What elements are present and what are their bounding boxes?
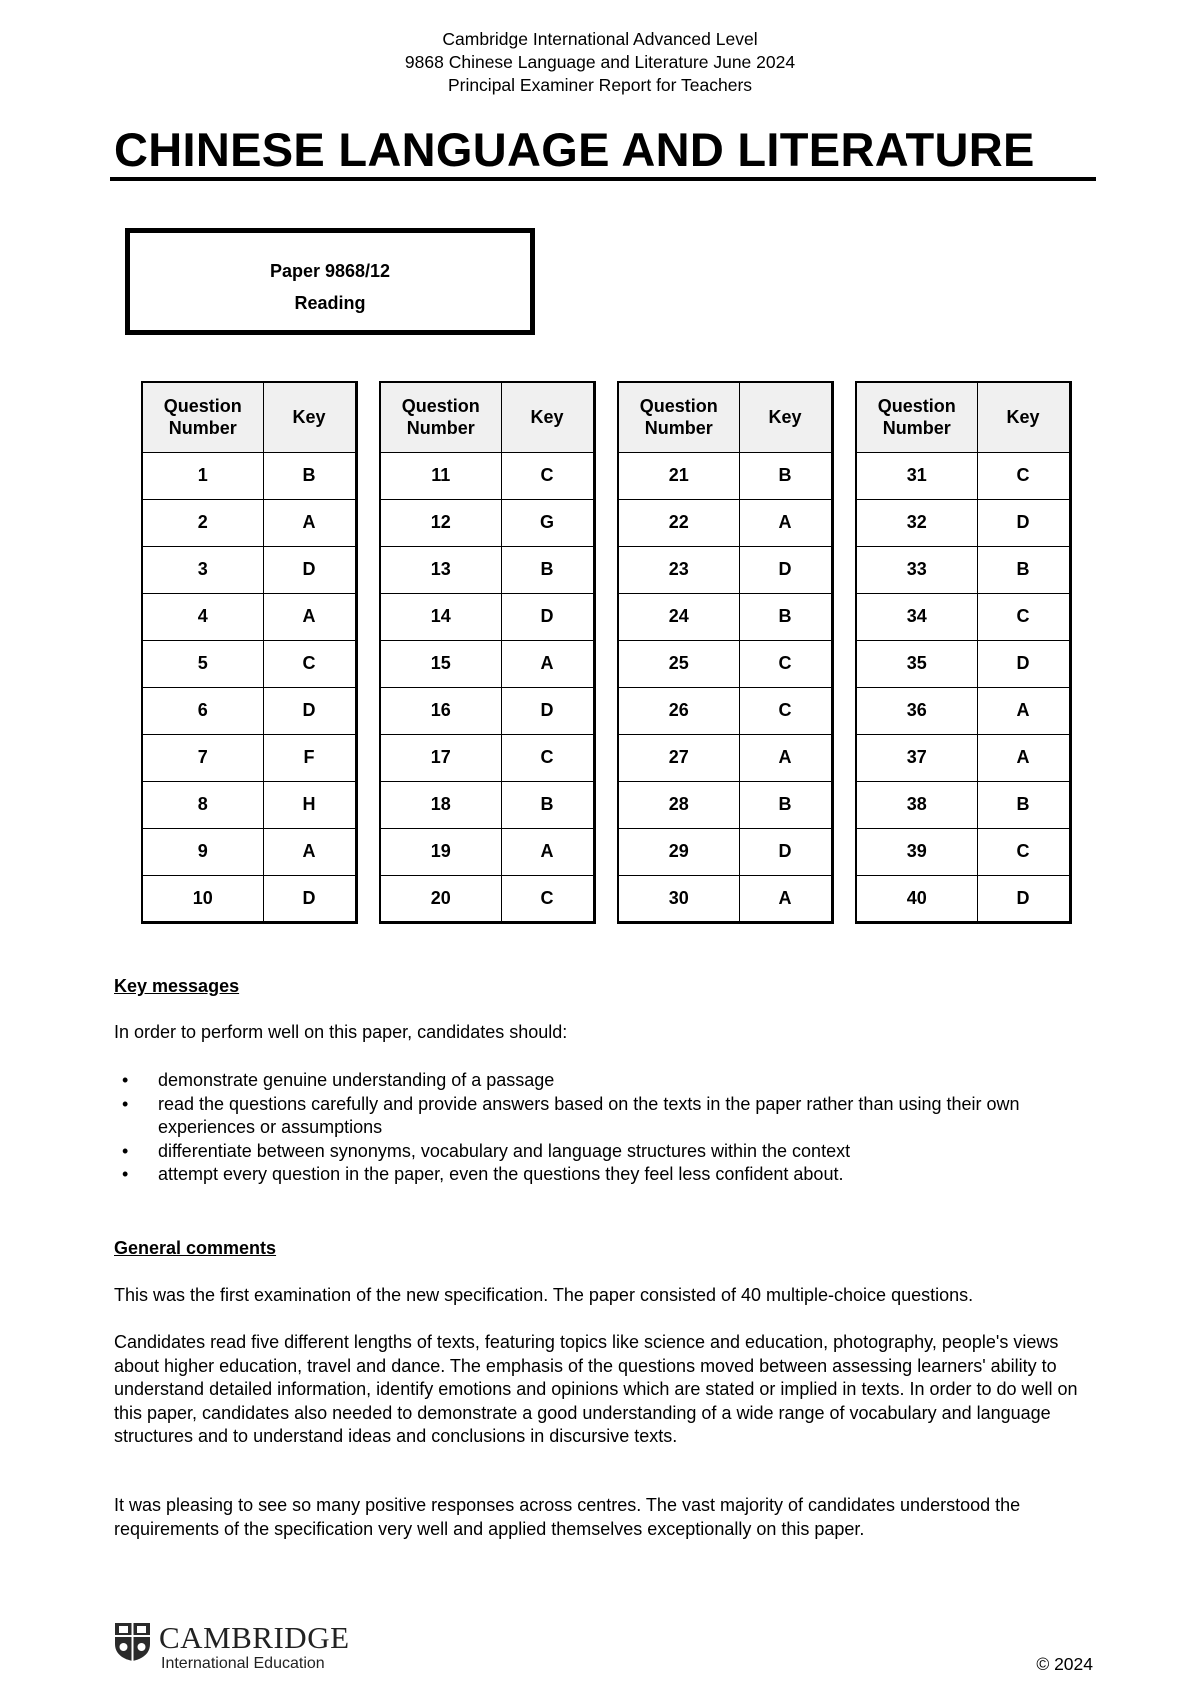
- question-number-cell: 30: [618, 875, 739, 922]
- table-row: [380, 687, 594, 734]
- list-item: • differentiate between synonyms, vocabulary and language structures within the context: [114, 1140, 1094, 1164]
- table-row: [856, 828, 1070, 875]
- table-row: [380, 734, 594, 781]
- table-row: [856, 687, 1070, 734]
- paper-component: Reading: [294, 293, 366, 313]
- answer-key-cell: A: [501, 640, 594, 687]
- table-row: [142, 499, 356, 546]
- table-row: [856, 499, 1070, 546]
- column-header-question-number: Question Number: [380, 382, 501, 452]
- table-row: [856, 546, 1070, 593]
- answer-key-cell: D: [501, 687, 594, 734]
- question-number-cell: 25: [618, 640, 739, 687]
- paper-number: Paper 9868/12: [269, 261, 391, 281]
- question-number-cell: 38: [856, 781, 977, 828]
- question-number-cell: 17: [380, 734, 501, 781]
- answer-key-cell: C: [977, 828, 1070, 875]
- question-number-cell: 28: [618, 781, 739, 828]
- answer-key-cell: A: [739, 875, 832, 922]
- logo-subtitle: International Education: [161, 1655, 325, 1672]
- table-row: [618, 828, 832, 875]
- header-line-syllabus: 9868 Chinese Language and Literature June 2024: [404, 52, 796, 72]
- shield-icon: [114, 1622, 151, 1662]
- table-header-row: [142, 382, 356, 452]
- answer-key-cell: C: [501, 452, 594, 499]
- table-header-row: [856, 382, 1070, 452]
- table-row: [380, 546, 594, 593]
- table-row: [618, 875, 832, 922]
- answer-key-cell: D: [739, 828, 832, 875]
- table-row: [142, 687, 356, 734]
- table-row: [618, 687, 832, 734]
- general-comments-heading: General comments: [114, 1238, 277, 1258]
- key-messages-list: [114, 1069, 1094, 1187]
- answer-key-cell: B: [977, 546, 1070, 593]
- table-row: [142, 640, 356, 687]
- table-row: [380, 499, 594, 546]
- question-number-cell: 10: [142, 875, 263, 922]
- question-number-cell: 27: [618, 734, 739, 781]
- table-row: [142, 875, 356, 922]
- list-item: • read the questions carefully and provide answers based on the texts in the paper rather than using their own experiences or assumptions: [114, 1093, 1094, 1140]
- table-row: [856, 452, 1070, 499]
- question-number-cell: 32: [856, 499, 977, 546]
- header-line-report: Principal Examiner Report for Teachers: [447, 75, 753, 95]
- page-header: [0, 28, 1200, 97]
- table-row: [142, 734, 356, 781]
- table-header-row: [380, 382, 594, 452]
- answer-key-cell: B: [263, 452, 356, 499]
- question-number-cell: 7: [142, 734, 263, 781]
- table-row: [856, 734, 1070, 781]
- table-row: [856, 640, 1070, 687]
- question-number-cell: 2: [142, 499, 263, 546]
- question-number-cell: 20: [380, 875, 501, 922]
- question-number-cell: 40: [856, 875, 977, 922]
- question-number-cell: 1: [142, 452, 263, 499]
- column-header-question-number: Question Number: [142, 382, 263, 452]
- answer-key-cell: B: [501, 546, 594, 593]
- table-row: [380, 781, 594, 828]
- table-row: [618, 593, 832, 640]
- answer-key-table: [141, 381, 358, 924]
- answer-key-cell: B: [501, 781, 594, 828]
- question-number-cell: 24: [618, 593, 739, 640]
- question-number-cell: 12: [380, 499, 501, 546]
- answer-key-cell: C: [501, 734, 594, 781]
- question-number-cell: 6: [142, 687, 263, 734]
- copyright-notice: © 2024: [1036, 1654, 1093, 1674]
- question-number-cell: 39: [856, 828, 977, 875]
- question-number-cell: 23: [618, 546, 739, 593]
- table-row: [618, 781, 832, 828]
- logo-wordmark: CAMBRIDGE: [159, 1620, 350, 1655]
- answer-key-cell: C: [501, 875, 594, 922]
- title-divider: [110, 177, 1096, 181]
- question-number-cell: 31: [856, 452, 977, 499]
- table-row: [618, 452, 832, 499]
- key-messages-heading: Key messages: [114, 976, 240, 996]
- column-header-key: Key: [977, 382, 1070, 452]
- question-number-cell: 14: [380, 593, 501, 640]
- question-number-cell: 34: [856, 593, 977, 640]
- question-number-cell: 5: [142, 640, 263, 687]
- question-number-cell: 16: [380, 687, 501, 734]
- answer-key-cell: D: [977, 875, 1070, 922]
- answer-key-cell: D: [263, 687, 356, 734]
- header-line-qualification: Cambridge International Advanced Level: [442, 29, 758, 49]
- table-row: [618, 499, 832, 546]
- list-item: • demonstrate genuine understanding of a passage: [114, 1069, 1094, 1093]
- cambridge-logo: [114, 1622, 374, 1674]
- answer-key-cell: B: [739, 452, 832, 499]
- answer-key-cell: C: [977, 593, 1070, 640]
- answer-key-cell: D: [977, 640, 1070, 687]
- table-row: [380, 593, 594, 640]
- question-number-cell: 8: [142, 781, 263, 828]
- question-number-cell: 21: [618, 452, 739, 499]
- question-number-cell: 26: [618, 687, 739, 734]
- answer-key-cell: D: [501, 593, 594, 640]
- table-row: [142, 828, 356, 875]
- table-row: [618, 640, 832, 687]
- table-row: [380, 828, 594, 875]
- table-row: [380, 640, 594, 687]
- answer-key-cell: D: [977, 499, 1070, 546]
- table-row: [856, 593, 1070, 640]
- table-row: [142, 781, 356, 828]
- table-header-row: [618, 382, 832, 452]
- question-number-cell: 33: [856, 546, 977, 593]
- answer-key-cell: D: [739, 546, 832, 593]
- table-row: [380, 452, 594, 499]
- question-number-cell: 18: [380, 781, 501, 828]
- table-row: [142, 593, 356, 640]
- column-header-question-number: Question Number: [618, 382, 739, 452]
- answer-key-cell: D: [263, 546, 356, 593]
- general-comments-paragraph-3: It was pleasing to see so many positive responses across centres. The vast majority of candidates understood the requirements of the specification very well and applied themselves exceptionally on this paper.: [114, 1495, 1021, 1539]
- column-header-key: Key: [739, 382, 832, 452]
- table-row: [856, 781, 1070, 828]
- answer-key-cell: B: [739, 593, 832, 640]
- answer-key-cell: A: [263, 593, 356, 640]
- answer-key-cell: F: [263, 734, 356, 781]
- table-row: [142, 546, 356, 593]
- question-number-cell: 11: [380, 452, 501, 499]
- question-number-cell: 15: [380, 640, 501, 687]
- question-number-cell: 3: [142, 546, 263, 593]
- answer-key-cell: C: [977, 452, 1070, 499]
- answer-key-cell: G: [501, 499, 594, 546]
- answer-key-cell: B: [739, 781, 832, 828]
- list-item: • attempt every question in the paper, even the questions they feel less confident about.: [114, 1163, 1094, 1187]
- table-row: [142, 452, 356, 499]
- paper-info-box: [125, 228, 535, 335]
- answer-key-table: [617, 381, 834, 924]
- table-row: [856, 875, 1070, 922]
- answer-key-cell: C: [739, 640, 832, 687]
- question-number-cell: 37: [856, 734, 977, 781]
- answer-key-table: [379, 381, 596, 924]
- question-number-cell: 35: [856, 640, 977, 687]
- column-header-key: Key: [263, 382, 356, 452]
- answer-key-cell: A: [501, 828, 594, 875]
- key-messages-intro: In order to perform well on this paper, candidates should:: [114, 1022, 568, 1042]
- answer-key-cell: D: [263, 875, 356, 922]
- question-number-cell: 9: [142, 828, 263, 875]
- answer-key-cell: A: [739, 734, 832, 781]
- answer-key-cell: C: [739, 687, 832, 734]
- answer-key-cell: A: [977, 734, 1070, 781]
- answer-key-cell: A: [263, 499, 356, 546]
- question-number-cell: 22: [618, 499, 739, 546]
- answer-key-cell: B: [977, 781, 1070, 828]
- column-header-question-number: Question Number: [856, 382, 977, 452]
- question-number-cell: 29: [618, 828, 739, 875]
- answer-key-cell: A: [263, 828, 356, 875]
- general-comments-paragraph-2: Candidates read five different lengths of texts, featuring topics like science and education, photography, people's views about higher education, travel and dance. The emphasis of the questions moved between assessing learners' ability to understand detailed information, identify emotions and opinions which are stated or implied in texts. In order to do well on this paper, candidates also needed to demonstrate a good understanding of a wide range of vocabulary and language structures and to understand ideas and conclusions in discursive texts.: [114, 1332, 1078, 1446]
- answer-key-cell: A: [739, 499, 832, 546]
- question-number-cell: 19: [380, 828, 501, 875]
- answer-key-table: [855, 381, 1072, 924]
- answer-key-cell: C: [263, 640, 356, 687]
- column-header-key: Key: [501, 382, 594, 452]
- question-number-cell: 36: [856, 687, 977, 734]
- answer-key-cell: A: [977, 687, 1070, 734]
- table-row: [618, 734, 832, 781]
- question-number-cell: 4: [142, 593, 263, 640]
- table-row: [618, 546, 832, 593]
- answer-key-cell: H: [263, 781, 356, 828]
- page-title: CHINESE LANGUAGE AND LITERATURE: [114, 123, 1035, 176]
- question-number-cell: 13: [380, 546, 501, 593]
- table-row: [380, 875, 594, 922]
- general-comments-paragraph-1: This was the first examination of the new specification. The paper consisted of 40 multiple-choice questions.: [114, 1285, 974, 1305]
